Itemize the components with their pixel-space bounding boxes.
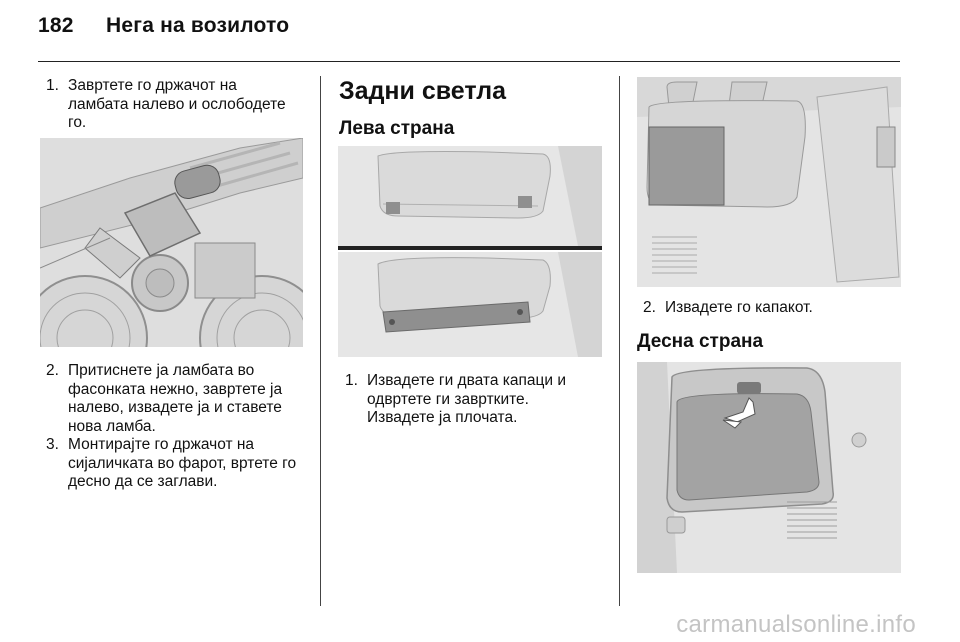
- step-text-line: сијаличката во фарот, вртете го: [68, 454, 297, 472]
- subheading-left-side: Лева страна: [339, 118, 455, 139]
- step-number: 1.: [345, 372, 358, 389]
- step-text-line: Притиснете ја ламбата во: [68, 362, 255, 379]
- step-text-line: го.: [68, 114, 87, 131]
- step-text-line: Завртете го држачот на: [68, 77, 237, 94]
- step-number: 3.: [46, 436, 59, 453]
- step-number: 2.: [643, 299, 656, 316]
- subheading-right-side: Десна страна: [637, 331, 764, 352]
- watermark: carmanualsonline.info: [676, 611, 916, 638]
- page-title: Нега на возилото: [106, 14, 290, 37]
- figure-right-side-trim: [637, 362, 901, 573]
- column-divider-right: [619, 76, 620, 606]
- step-1-remove-holder: [46, 77, 316, 137]
- header-rule: [38, 61, 900, 62]
- step-2-replace-bulb: [46, 362, 316, 437]
- step-text-line: нова ламба.: [68, 417, 156, 435]
- step-text-line: Извадете ги двата капаци и: [367, 372, 567, 389]
- step-number: 2.: [46, 362, 59, 379]
- step-3-refit-holder: [46, 436, 316, 496]
- section-heading: Задни светла: [339, 77, 507, 105]
- step-text-line: Монтирајте го држачот на: [68, 436, 255, 453]
- step-1-remove-caps: [345, 372, 615, 432]
- step-text-line: ламбата налево и ослободете: [68, 95, 286, 113]
- figure-lamp-holder: [40, 138, 303, 347]
- page-number: 182: [38, 14, 74, 37]
- figure-left-side-trim: [338, 146, 602, 357]
- step-text-line: Извадете ја плочата.: [367, 409, 518, 426]
- figure-left-cover-removal: [637, 77, 901, 287]
- column-divider-left: [320, 76, 321, 606]
- step-text-line: десно да се заглави.: [68, 473, 218, 490]
- step-number: 1.: [46, 77, 59, 94]
- page-header: [38, 14, 289, 38]
- step-text-line: Извадете го капакот.: [665, 299, 813, 316]
- step-text-line: одвртете ги завртките.: [367, 390, 529, 408]
- step-text-line: налево, извадете ја и ставете: [68, 399, 282, 416]
- step-text-line: фасонката нежно, завртете ја: [68, 380, 283, 398]
- step-2-remove-cover: [643, 299, 903, 319]
